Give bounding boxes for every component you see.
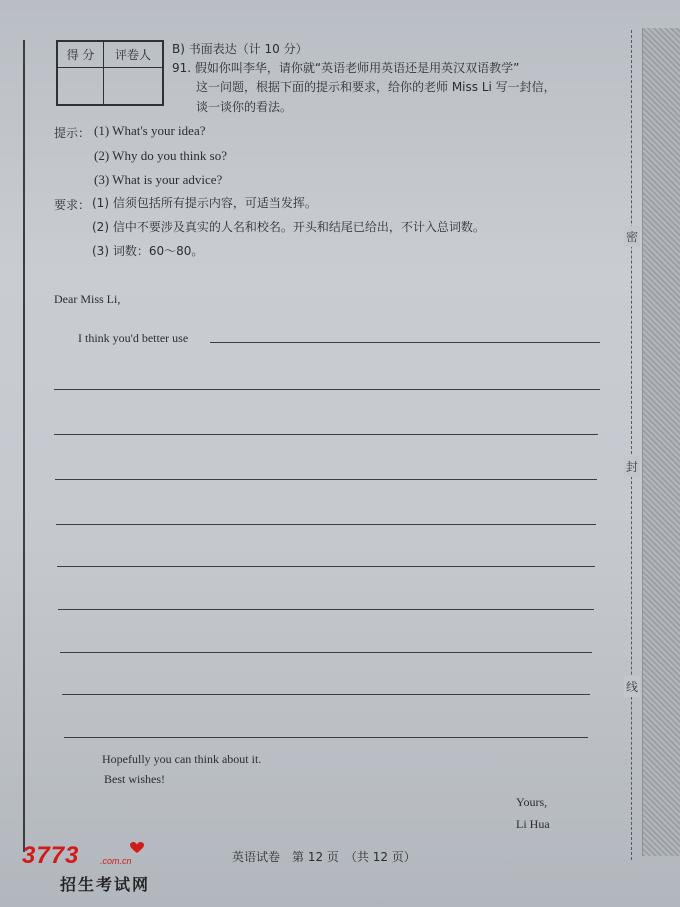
hint-3: (3) What is your advice? [94,172,223,187]
adjacent-page-strip [642,28,680,856]
hints-label: 提示： [54,126,91,140]
writing-line-6[interactable] [58,609,594,610]
writing-line-4[interactable] [56,524,596,525]
writing-line-5[interactable] [57,566,595,567]
watermark-number: 3773 [22,842,80,869]
letter-greeting: Dear Miss Li, [54,292,121,306]
writing-line-1[interactable] [54,389,600,390]
page-footer: 英语试卷 第 12 页 （共 12 页） [232,850,416,864]
writing-line-8[interactable] [62,694,590,695]
writing-line-0[interactable] [210,342,600,343]
seal-dashed-line [631,30,632,860]
requirement-1: (1) 信须包括所有提示内容，可适当发挥。 [92,196,317,210]
letter-signoff: Yours, [516,795,548,809]
score-label: 得 分 [57,41,104,67]
question-line-3: 谈一谈你的看法。 [196,100,293,114]
requirements-label: 要求： [54,198,91,212]
score-cell[interactable] [57,67,104,105]
watermark-site: .com.cn [100,856,132,866]
letter-opening: I think you'd better use [78,331,189,345]
seal-char-feng: 封 [624,456,640,477]
seal-char-xian: 线 [624,676,640,697]
seal-char-mi: 密 [624,226,640,247]
writing-line-3[interactable] [55,479,597,480]
grader-label: 评卷人 [104,41,164,67]
watermark-chinese: 招生考试网 [60,875,151,894]
letter-signature: Li Hua [516,817,550,831]
requirement-2: (2) 信中不要涉及真实的人名和校名。开头和结尾已给出，不计入总词数。 [92,220,485,234]
writing-line-9[interactable] [64,737,588,738]
requirement-3: (3) 词数：60～80。 [92,244,204,258]
question-line-1: 91. 假如你叫李华，请你就“英语老师用英语还是用英汉双语教学” [172,61,520,75]
letter-closing-1: Hopefully you can think about it. [102,752,262,766]
hint-1: (1) What's your idea? [94,123,206,138]
writing-line-2[interactable] [54,434,598,435]
hint-2: (2) Why do you think so? [94,148,227,163]
heart-icon [130,842,144,854]
writing-line-7[interactable] [60,652,592,653]
grader-cell[interactable] [104,67,164,105]
letter-closing-2: Best wishes! [104,772,165,786]
section-title: B) 书面表达（计 10 分） [172,42,308,56]
binding-margin-line [23,40,25,852]
score-table [56,40,164,106]
question-line-2: 这一问题，根据下面的提示和要求，给你的老师 Miss Li 写一封信， [196,80,556,94]
